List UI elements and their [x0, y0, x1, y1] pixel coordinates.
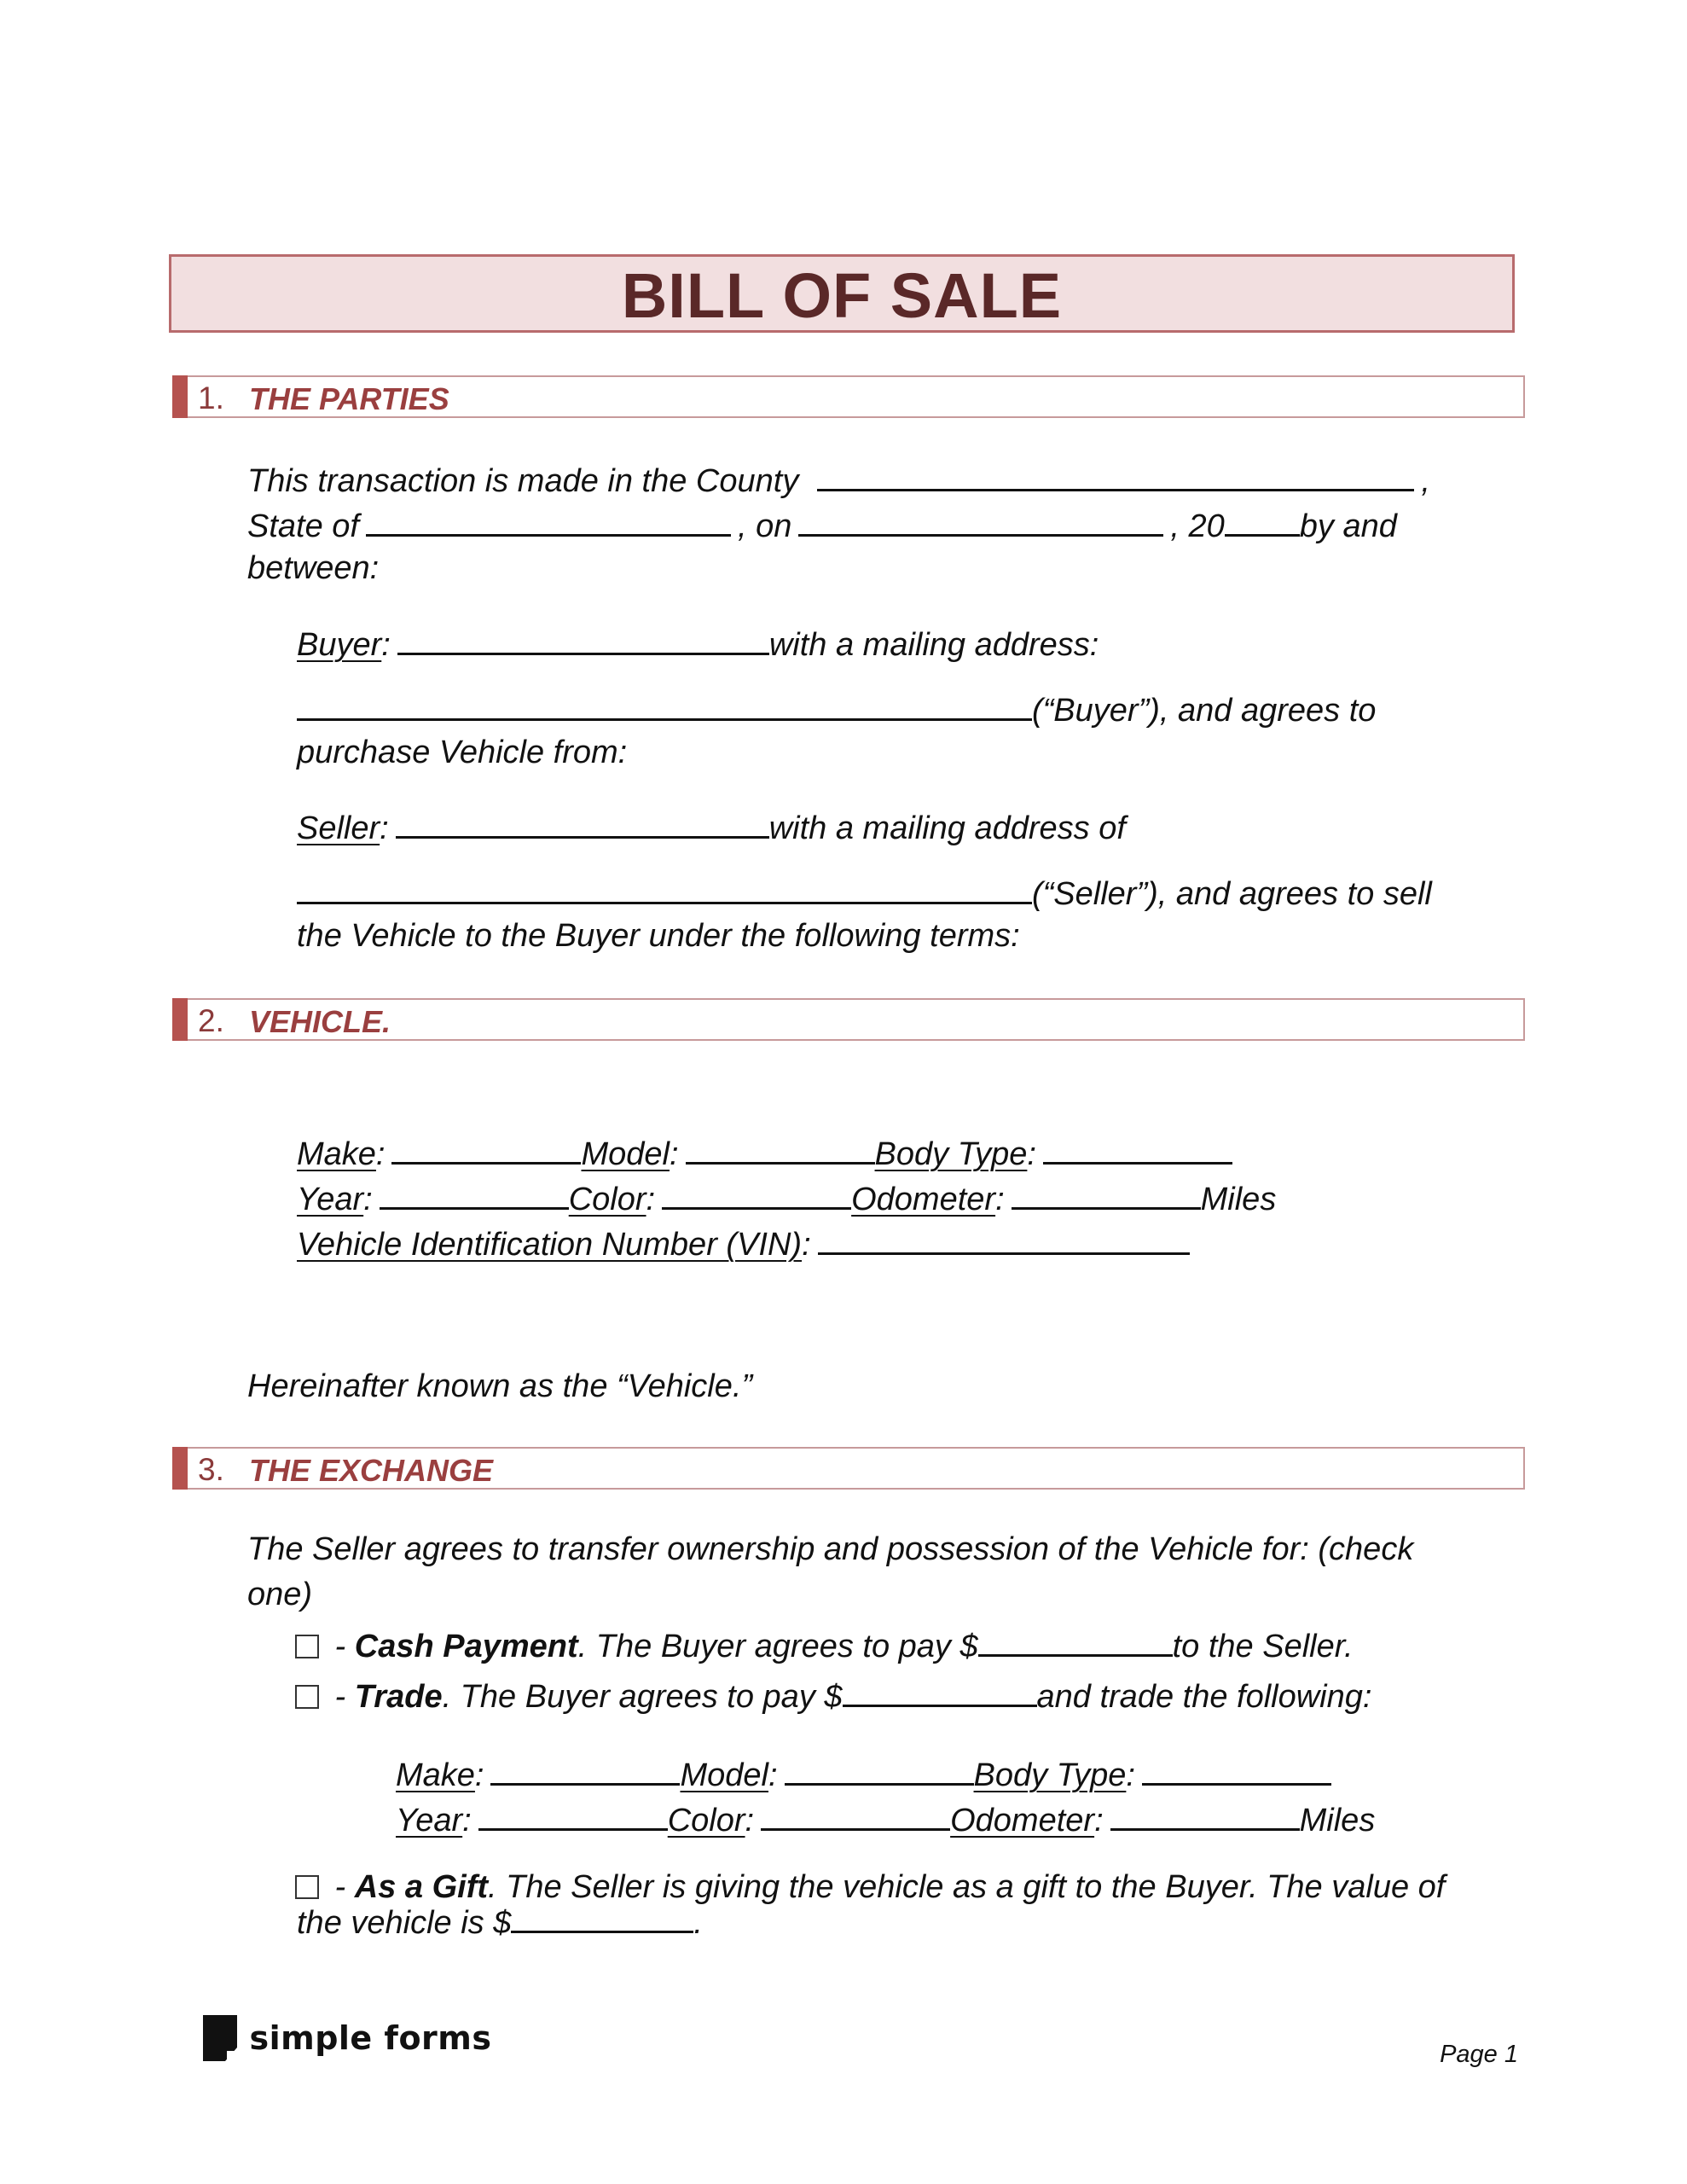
state-field[interactable] — [366, 507, 731, 537]
trade-odometer-label: Odometer — [950, 1803, 1095, 1838]
model-field[interactable] — [686, 1135, 875, 1165]
cash-end: to the Seller. — [1172, 1629, 1354, 1664]
section-title: VEHICLE. — [249, 1004, 391, 1039]
by-and-label: by and — [1299, 508, 1397, 544]
dash: - — [326, 1679, 355, 1715]
seller-label: Seller — [297, 810, 380, 846]
trade-checkbox[interactable] — [295, 1685, 319, 1709]
simple-forms-logo — [203, 2015, 492, 2061]
dash: - — [326, 1869, 355, 1905]
section-number: 2. — [198, 1003, 224, 1038]
odometer-label: Odometer — [851, 1182, 996, 1217]
section-title: THE EXCHANGE — [249, 1453, 494, 1488]
trade-year-field[interactable] — [478, 1801, 668, 1831]
section-accent-bar — [172, 375, 188, 418]
between-line: between: — [247, 550, 380, 586]
cash-option — [295, 1627, 1354, 1663]
trade-odometer-field[interactable] — [1110, 1801, 1300, 1831]
gift-value-label: the vehicle is $ — [297, 1905, 512, 1941]
vehicle-row-2: Year: Color: Odometer: Miles — [297, 1182, 1277, 1217]
cash-amount-field[interactable] — [978, 1627, 1173, 1657]
document-title: BILL OF SALE — [621, 260, 1063, 331]
seller-address-line — [297, 874, 1432, 910]
vin-line: Vehicle Identification Number (VIN): — [297, 1225, 1197, 1261]
trade-color-label: Color — [667, 1803, 745, 1838]
cash-label: Cash Payment — [354, 1629, 578, 1664]
trade-option — [295, 1677, 1371, 1713]
county-field[interactable] — [817, 462, 1414, 491]
buyer-name-field[interactable] — [397, 625, 769, 655]
trade-color-field[interactable] — [761, 1801, 950, 1831]
model-label: Model — [581, 1136, 670, 1172]
trade-row-1: Make: Model: Body Type: — [396, 1756, 1338, 1792]
trade-text: . The Buyer agrees to pay $ — [442, 1679, 843, 1715]
trade-amount-field[interactable] — [843, 1677, 1037, 1707]
trade-label: Trade — [354, 1679, 443, 1715]
make-field[interactable] — [391, 1135, 581, 1165]
trade-miles-label: Miles — [1299, 1803, 1376, 1838]
exchange-intro-2: one) — [247, 1577, 313, 1612]
county-label: This transaction is made in the County — [247, 463, 799, 499]
terms-line: the Vehicle to the Buyer under the following terms: — [297, 918, 1020, 954]
section-number: 1. — [198, 380, 224, 415]
section-header-parties — [172, 375, 1525, 418]
buyer-address-label: with a mailing address: — [768, 627, 1099, 663]
trade-model-label: Model — [680, 1757, 768, 1793]
seller-name-field[interactable] — [396, 809, 769, 839]
cash-checkbox[interactable] — [295, 1635, 319, 1658]
seller-line: Seller: with a mailing address of — [297, 810, 1126, 846]
seller-address-label: with a mailing address of — [768, 810, 1126, 846]
trade-make-label: Make — [396, 1757, 475, 1793]
vehicle-year-field[interactable] — [380, 1180, 569, 1210]
gift-text: . The Seller is giving the vehicle as a gift to the Buyer. The value of — [488, 1869, 1446, 1905]
gift-checkbox[interactable] — [295, 1875, 319, 1899]
miles-label: Miles — [1200, 1182, 1277, 1217]
vehicle-row-1: Make: Model: Body Type: — [297, 1135, 1239, 1170]
page-number: Page 1 — [1440, 2041, 1518, 2068]
seller-address-field[interactable] — [297, 874, 1032, 904]
county-line: This transaction is made in the County , — [247, 463, 1430, 499]
color-label: Color — [568, 1182, 646, 1217]
vin-field[interactable] — [818, 1225, 1190, 1255]
make-label: Make — [297, 1136, 376, 1172]
trade-row-2: Year: Color: Odometer: Miles — [396, 1803, 1376, 1838]
section-header-vehicle — [172, 998, 1525, 1041]
year-label: Year — [297, 1182, 364, 1217]
section-accent-bar — [172, 998, 188, 1041]
section-number: 3. — [198, 1452, 224, 1487]
body-type-field[interactable] — [1043, 1135, 1232, 1165]
state-line — [247, 507, 1397, 543]
document-icon — [203, 2015, 241, 2061]
exchange-intro-1: The Seller agrees to transfer ownership and possession of the Vehicle for: (check — [247, 1531, 1414, 1567]
body-type-label: Body Type — [874, 1136, 1028, 1172]
trade-year-label: Year — [396, 1803, 463, 1838]
gift-label: As a Gift — [354, 1869, 489, 1905]
gift-option — [295, 1871, 1445, 1903]
color-field[interactable] — [662, 1180, 851, 1210]
buyer-address-field[interactable] — [297, 691, 1032, 721]
odometer-field[interactable] — [1012, 1180, 1201, 1210]
dash: - — [326, 1629, 355, 1664]
gift-value-line: the vehicle is $ . — [297, 1905, 703, 1941]
date-field[interactable] — [798, 507, 1163, 537]
brand-name: simple forms — [249, 2019, 492, 2057]
trade-model-field[interactable] — [785, 1756, 974, 1786]
state-label: State of — [247, 508, 359, 544]
gift-value-field[interactable] — [511, 1903, 693, 1933]
cash-text: . The Buyer agrees to pay $ — [577, 1629, 978, 1664]
section-title: THE PARTIES — [249, 381, 449, 416]
section-header-exchange — [172, 1447, 1525, 1490]
on-label: , on — [737, 508, 792, 544]
purchase-line: purchase Vehicle from: — [297, 735, 628, 770]
buyer-quote: (“Buyer”), and agrees to — [1032, 693, 1377, 729]
trade-end: and trade the following: — [1036, 1679, 1372, 1715]
seller-quote: (“Seller”), and agrees to sell — [1032, 876, 1432, 912]
trade-body-type-label: Body Type — [973, 1757, 1127, 1793]
trade-body-type-field[interactable] — [1142, 1756, 1331, 1786]
buyer-label: Buyer — [297, 627, 382, 663]
buyer-line: Buyer: with a mailing address: — [297, 627, 1099, 663]
year-field[interactable] — [1225, 507, 1300, 537]
hereinafter-text: Hereinafter known as the “Vehicle.” — [247, 1368, 753, 1404]
buyer-address-line — [297, 691, 1376, 727]
section-accent-bar — [172, 1447, 188, 1490]
vin-label: Vehicle Identification Number (VIN) — [297, 1227, 803, 1263]
title-box — [169, 254, 1515, 333]
trade-make-field[interactable] — [490, 1756, 680, 1786]
year-prefix: , 20 — [1170, 508, 1225, 544]
